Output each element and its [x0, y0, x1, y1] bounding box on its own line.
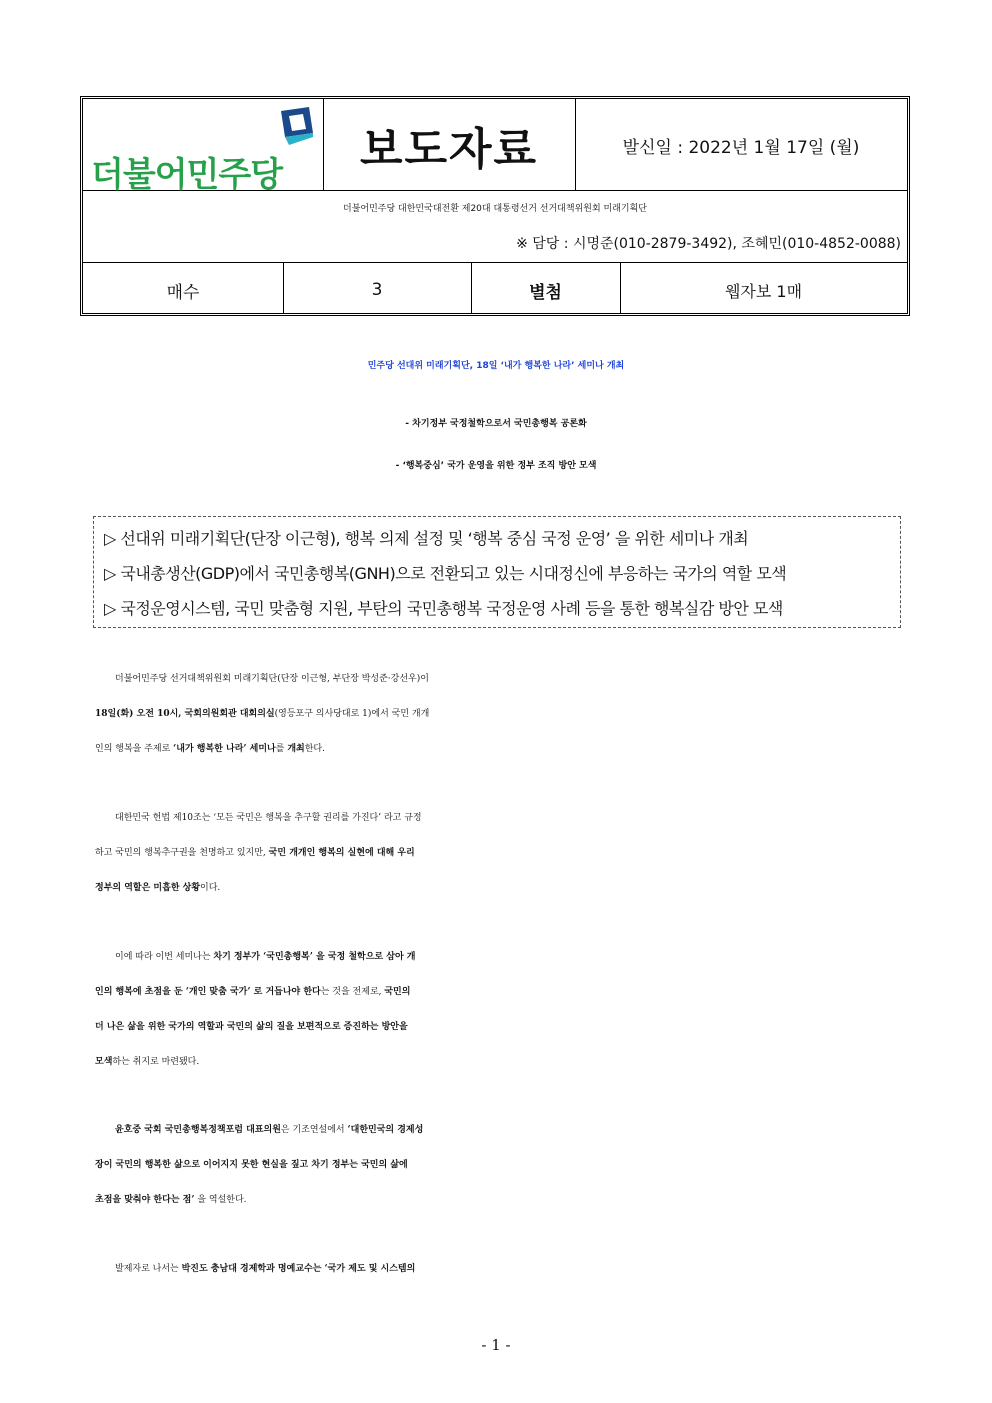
bold-text: 차기 정부가 ‘국민총행복’ 을 국정 철학으로 삼아 개 — [213, 952, 416, 962]
text-line — [95, 1252, 900, 1287]
subtitle: - ‘행복중심’ 국가 운영을 위한 정부 조직 방안 모색 — [395, 461, 597, 471]
text-span: 이다. — [200, 883, 221, 893]
bold-text: 국민 개개인 행복의 실현에 대해 우리 — [268, 848, 415, 858]
bold-text: ‘대한민국의 경제성 — [347, 1125, 424, 1135]
subtitle: - 차기정부 국정철학으로서 국민총행복 공론화 — [405, 419, 587, 429]
bold-text: 18일(화) 오전 10시, 국회의원회관 대회의실 — [95, 709, 275, 719]
party-logo-text: 더불어민주당 — [91, 155, 283, 195]
text-span: (영등포구 의사당대로 1)에서 국민 개개 — [274, 709, 430, 719]
text-line: 더불어민주당 선거대책위원회 미래기획단(단장 이근형, 부단장 박성준·강선우)이 — [115, 674, 429, 684]
text-line — [95, 1183, 900, 1218]
headline: 민주당 선대위 미래기획단, 18일 ‘내가 행복한 나라’ 세미나 개최 — [367, 361, 625, 371]
bold-text: 국민의 — [384, 987, 411, 997]
pages-value: 3 — [371, 280, 383, 300]
bold-text: 인의 행복에 초점을 둔 ‘개인 맞춤 국가’ 로 거듭나야 한다 — [95, 987, 321, 997]
text-span: 은 기조연설에서 — [280, 1125, 348, 1135]
text-span: 인의 행복을 주제로 — [95, 744, 174, 754]
body-paragraph — [95, 801, 900, 906]
document-title: 보도자료 — [359, 124, 538, 175]
summary-item: ▷ 국내총생산(GDP)에서 국민총행복(GNH)으로 전환되고 있는 시대정신에 부응하는 국가의 역할 모색 — [104, 564, 787, 583]
bold-text: 정부의 역할은 미흡한 상황 — [95, 883, 201, 893]
body-paragraph — [95, 1113, 900, 1218]
body-paragraph — [95, 1252, 900, 1287]
body-paragraph — [95, 662, 900, 767]
party-logo-icon — [279, 107, 315, 149]
text-span: 하고 국민의 행복추구권을 천명하고 있지만, — [95, 848, 269, 858]
summary-box — [93, 516, 901, 628]
text-span: 를 — [275, 744, 288, 754]
text-line — [95, 975, 900, 1010]
text-line — [95, 1113, 900, 1148]
text-line — [95, 940, 900, 975]
text-line: 장이 국민의 행복한 삶으로 이어지지 못한 현실을 짚고 차기 정부는 국민의 삶에 — [95, 1160, 408, 1170]
text-line: 더 나은 삶을 위한 국가의 역할과 국민의 삶의 질을 보편적으로 증진하는 방안을 — [95, 1022, 408, 1032]
text-span: 발제자로 나서는 — [115, 1264, 182, 1274]
bold-text: 개최 — [287, 744, 305, 754]
organization-name: 더불어민주당 대한민국대전환 제20대 대통령선거 선거대책위원회 미래기획단 — [343, 204, 647, 214]
attachment-value: 웹자보 1매 — [724, 281, 803, 301]
bold-text: 모색 — [95, 1057, 113, 1067]
text-line — [95, 871, 900, 906]
text-span: 는 것을 전제로, — [320, 987, 385, 997]
bold-text: 윤호중 국회 국민총행복정책포럼 대표의원 — [115, 1125, 281, 1135]
text-line: 대한민국 헌법 제10조는 ‘모든 국민은 행복을 추구할 권리를 가진다’ 라고 규정 — [115, 813, 422, 823]
text-span: 을 역설한다. — [194, 1195, 247, 1205]
text-line — [95, 732, 900, 767]
text-line — [95, 836, 900, 871]
bold-text: 초점을 맞춰야 한다는 점’ — [95, 1195, 195, 1205]
press-release-header — [80, 96, 910, 316]
summary-item: ▷ 국정운영시스템, 국민 맞춤형 지원, 부탄의 국민총행복 국정운영 사례 등을 통한 행복실감 방안 모색 — [104, 599, 783, 618]
body-paragraph — [95, 940, 900, 1080]
text-line — [95, 1045, 900, 1080]
text-span: 하는 취지로 마련됐다. — [112, 1057, 200, 1067]
text-line — [95, 697, 900, 732]
pages-label: 매수 — [166, 282, 200, 303]
text-span: 이에 따라 이번 세미나는 — [115, 952, 214, 962]
page-number: - 1 - — [481, 1336, 511, 1354]
contact-info: ※ 담당 : 시명준(010-2879-3492), 조혜민(010-4852-0088) — [516, 236, 901, 252]
attachment-label: 별첨 — [529, 282, 562, 303]
bold-text: 박진도 충남대 경제학과 명예교수는 ‘국가 제도 및 시스템의 — [181, 1264, 416, 1274]
bold-text: ‘내가 행복한 나라’ 세미나 — [173, 744, 276, 754]
summary-item: ▷ 선대위 미래기획단(단장 이근형), 행복 의제 설정 및 ‘행복 중심 국정 운영’ 을 위한 세미나 개최 — [104, 529, 749, 548]
text-span: 한다. — [304, 744, 325, 754]
issue-date: 발신일 : 2022년 1월 17일 (월) — [622, 137, 860, 158]
